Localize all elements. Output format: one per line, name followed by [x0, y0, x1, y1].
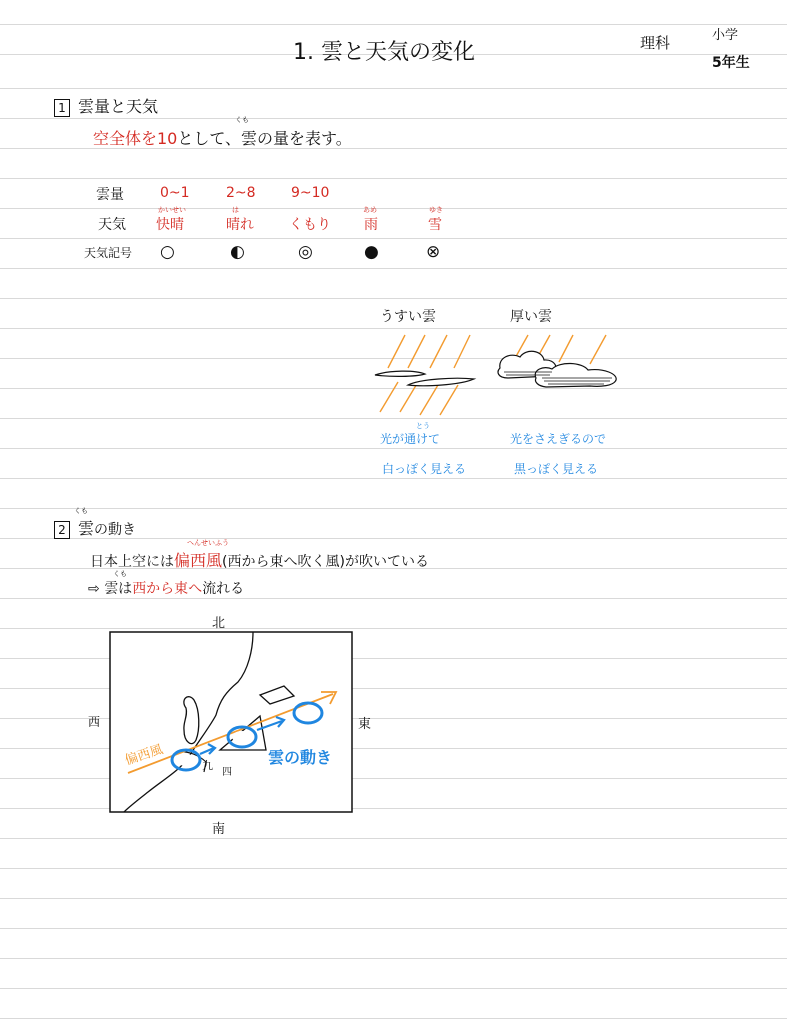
grade-label-1: 小学 — [712, 28, 739, 43]
thin-cloud-label: うすい雲 — [380, 309, 436, 325]
amount-fine: 2~8 — [226, 185, 256, 201]
weather-rain: 雨 — [364, 217, 378, 233]
section1-desc-red: 空全体を10 — [93, 129, 178, 148]
thick-note-2: 黒っぽく見える — [514, 462, 599, 476]
subject-label: 理科 — [640, 34, 671, 52]
line2-b: 流れる — [202, 581, 245, 597]
weather-fine: 晴れ — [226, 217, 254, 233]
line1-red: 偏西風 — [174, 551, 223, 570]
symbol-clear-icon: ○ — [160, 242, 175, 262]
thin-cloud-shape-2 — [408, 378, 474, 386]
thin-cloud-shape-1 — [375, 371, 425, 376]
line2-red: 西から東へ — [132, 581, 203, 597]
map-kyushu-label: 九 — [202, 759, 213, 772]
line1-a: 日本上空には — [90, 554, 174, 570]
section2-heading-kumo: 雲 — [78, 519, 95, 538]
map-motion-label: 雲の動き — [268, 748, 333, 767]
thick-cloud-label: 厚い雲 — [510, 309, 552, 325]
thick-note-1: 光をさえぎるので — [510, 432, 607, 446]
symbol-fine-icon: ◐ — [230, 242, 245, 262]
ruby-yuki: ゆき — [429, 206, 443, 214]
map-diagram — [108, 630, 358, 815]
ruby-kaisei: かいせい — [158, 206, 186, 214]
amount-clear: 0~1 — [160, 185, 190, 201]
weather-clear: 快晴 — [156, 217, 184, 233]
ruby-kumo-2: くも — [74, 507, 88, 515]
cloud-light-diagram — [360, 330, 630, 420]
map-shikoku-label: 四 — [222, 767, 232, 778]
line2-a: 雲は — [104, 581, 133, 597]
row-label-amount: 雲量 — [96, 187, 124, 203]
line2-arrow-icon: ⇨ — [88, 581, 100, 597]
grade-label-2: 5年生 — [712, 55, 750, 71]
compass-north: 北 — [212, 616, 226, 631]
symbol-snow-icon: ⊗ — [426, 242, 441, 262]
map-wind-label: 偏西風 — [123, 742, 165, 769]
row-label-symbol: 天気記号 — [84, 246, 133, 260]
section2-heading-rest: の動き — [94, 522, 137, 538]
ruby-ame: あめ — [363, 206, 377, 214]
section1-heading-row — [54, 94, 158, 117]
ruby-tou: とう — [416, 422, 430, 430]
thin-note-1: 光が通けて — [380, 432, 441, 446]
compass-west: 西 — [88, 715, 101, 729]
line1-b: (西から東へ吹く風)が吹いている — [222, 554, 429, 570]
thin-note-2: 白っぽく見える — [382, 462, 467, 476]
section1-desc-black: として、雲の量を表す。 — [177, 129, 352, 148]
compass-south: 南 — [212, 822, 226, 837]
row-label-weather: 天気 — [98, 217, 126, 233]
section1-number: 1 — [54, 99, 70, 117]
ruby-henseifuu: へんせいふう — [187, 539, 229, 547]
section2-heading-row — [54, 516, 136, 539]
ruby-kumo-1: くも — [235, 116, 249, 124]
weather-snow: 雪 — [428, 217, 442, 233]
section1-heading: 雲量と天気 — [78, 97, 159, 116]
section2-line2 — [88, 578, 244, 598]
amount-cloudy: 9~10 — [291, 185, 330, 201]
symbol-rain-icon: ● — [364, 242, 379, 262]
page-title: 1. 雲と天気の変化 — [293, 40, 475, 65]
section2-number: 2 — [54, 521, 70, 539]
compass-east: 東 — [358, 717, 372, 732]
ruby-hare: は — [232, 206, 239, 214]
section2-line1 — [90, 548, 429, 571]
ruby-kumo-3: くも — [113, 570, 127, 578]
symbol-cloudy-icon: ◎ — [298, 242, 313, 262]
weather-cloudy: くもり — [289, 217, 331, 233]
section1-desc — [93, 126, 352, 149]
